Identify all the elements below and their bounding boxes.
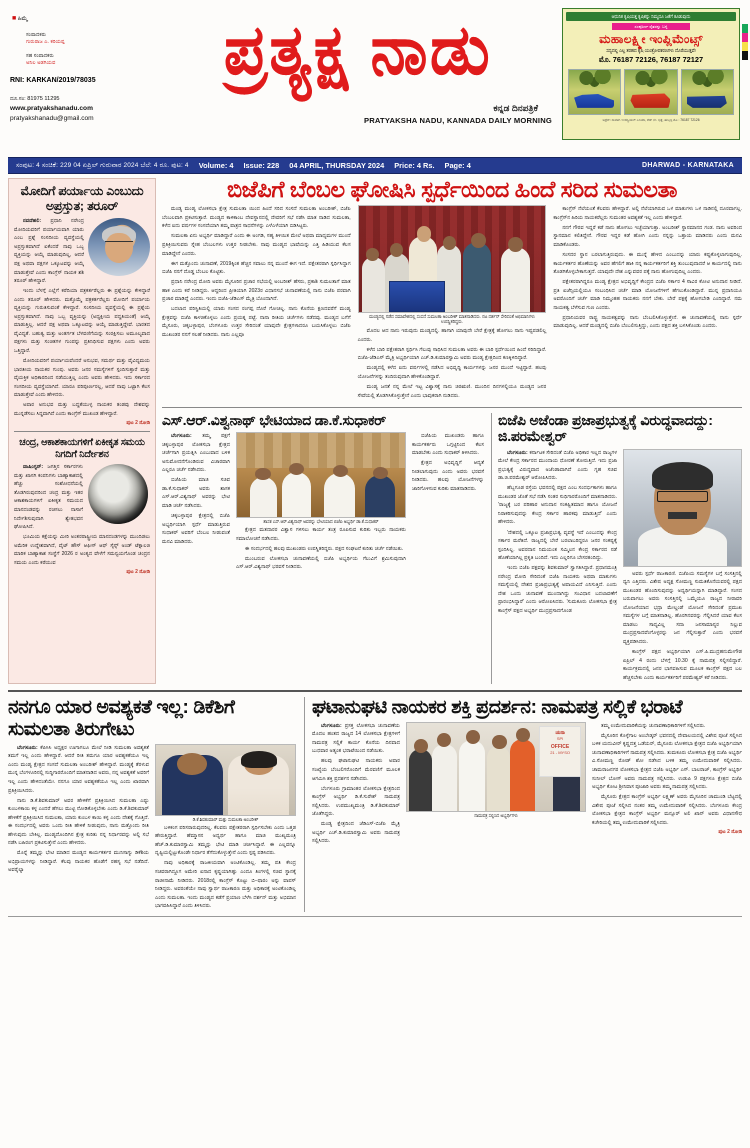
bottom-left-body-2 (155, 824, 296, 911)
masthead-publisher-info (10, 8, 160, 124)
ad-image-rotavator (624, 69, 677, 115)
ad-pink-label: ಸಂಪೂರ್ಣ ರೈತರನ್ನು ಬಳ್ಳಿ (612, 23, 690, 30)
sign-line-1: ಚುನಾ (555, 730, 565, 737)
masthead-bullet (10, 14, 160, 25)
mid-right-headline: ಬಿಜೆಪಿ ಅಜೆಂಡಾ ಪ್ರಜಾಪ್ರಭುತ್ವಕ್ಕೆ ವಿರುದ್ಧವಾದದ್ದು: ಜಿ.ಪರಮೇಶ್ವರ್ (498, 412, 713, 446)
editor-name-2: ಅನಿಲ ಅಡಗಿಯವ (26, 60, 56, 66)
br2-p2: ಮೈಸೂರು ಕ್ಷೇತ್ರದ ಕಾಂಗ್ರೆಸ್ ಅಭ್ಯರ್ಥಿ ಲಕ್ಷ್ಮಣ್ ಅವರು ಮೈಸೂರಿನ ಚಾಮುಂಡಿ ಬೆಟ್ಟದಲ್ಲಿ ವಿಶೇಷ ಪೂಜೆ ಸಲ್ಲಿಸಿದ ನಂತರ ತಮ್ಮ ಉಮೇದುವಾರಿಕೆ ಸಲ್ಲಿಸಿದರು. ಬೆಂಗಳೂರು ಕೇಂದ್ರ ಲೋಕಸಭಾ ಕ್ಷೇತ್ರದ ಕಾಂಗ್ರೆಸ್ ಅಭ್ಯರ್ಥಿ ಮನ್ಸೂರ್ ಅಲಿ ಖಾನ್ ಅವರು ವಿಧಾನಸೌಧ ಕಚೇರಿಯಲ್ಲಿ ತಮ್ಮ ಉಮೇದುವಾರಿಕೆ ಸಲ್ಲಿಸಿದರು. (592, 794, 742, 826)
continued-link-2[interactable]: ಪುಟ 2 ನೋಡಿ (126, 568, 150, 575)
main-p2-0: ಮೊದಲ ಆದ ನಾನು ಇರುವುದು ಮಂಡ್ಯದಲ್ಲಿ. ಹಾಗಾಗಿ ಯಾವುದೇ ಬೇರೆ ಕ್ಷೇತ್ರಕ್ಕೆ ಹೋಗಲು ನಾನು ಇಷ್ಟಪಡಲಿಲ್ಲ ಎಂದರು. (357, 328, 547, 343)
bottom-section (8, 697, 742, 913)
sidebar-headline-1: ಮೋದಿಗೆ ಪರ್ಯಾಯ ಎಂಬುದು ಅಪ್ರಸ್ತುತ; ತರೂರ್ (20, 184, 144, 214)
mid-l-p2: ಚಿಕ್ಕಬಳ್ಳಾಪುರ ಕ್ಷೇತ್ರದಲ್ಲಿ ಬಿಜೆಪಿ ಅಭ್ಯರ್ಥಿಯಾಗಿ ಸ್ಪರ್ಧೆ ಮಾಡುತ್ತಿರುವ ಸುಧಾಕರ್ ಅವರಿಗೆ ಬೆಂಬಲ ನೀಡುವಂತೆ ಮನವಿ ಮಾಡಿದರು. (162, 513, 230, 545)
election-office-sign (539, 726, 582, 777)
mid-left-body-3 (412, 432, 484, 493)
ad-image-trailer (681, 69, 734, 115)
editor-credit-2 (26, 53, 160, 68)
main-p3-0: ಕಾಂಗ್ರೆಸ್ ನೆಲೆಯಂತೆ ಕೆಲವರು ಹೇಳಿದ್ದಾರೆ. ಅಲ್ಲಿ ನೆಲೆಯಾಗಿರುವ ಒಳ ಮಾತುಗಳು ಒಳ ನಾಡಿನಲ್ಲಿ ದೂರವಾಗಲ್ಲ. ಕಾಂಗ್ರೆಸ್‌ನ ಹಿರಿಯ ನಾಯಕರೆಲ್ಲರು ಸುಮಂತರ ಅವಶ್ಯಕತೆ ಇಲ್ಲ ಎಂದು ಹೇಳಿದ್ದಾರೆ. (553, 206, 743, 221)
tharoor-photo (88, 218, 150, 276)
issue-info-bar (8, 157, 742, 174)
mid-r2-p1: ಕಾಂಗ್ರೆಸ್ ಪಕ್ಷದ ಅಭ್ಯರ್ಥಿಯಾಗಿ ಎಸ್.ಪಿ.ಮುದ್ರಹನುಮೇಗೌಡ ಏಪ್ರಿಲ್ 4 ರಂದು ಬೆಳಗ್ಗೆ 10.30 ಕ್ಕೆ ನಾಮಪತ್ರ ಸಲ್ಲಿಸಲಿದ್ದಾರೆ. ಕಾರ್ಯಕ್ರಮದಲ್ಲಿ ಜನರ ಭಾಗವಹಿಸುವ ಮೂಲಕ ಕಾಂಗ್ರೆಸ್ ಪಕ್ಷದ ಬಲ ಹೆಚ್ಚಿಸಬೇಕು ಎಂದು ಕಾರ್ಯಕರ್ತರಿಗೆ ಪರಮೇಶ್ವರ್ ಕರೆ ನೀಡಿದರು. (623, 649, 742, 681)
masthead (0, 0, 750, 155)
nomination-handover-photo (406, 722, 586, 812)
ad-top-strip: ಆಧುನಿಕ ಕೃಷಿಯತ್ತ ಕೃಷಿಕನ್ನು ನಿಮ್ಮದೂ ಜತೆಗೆ ಕೂಡುವುದು (566, 12, 736, 21)
main-p3-2: ಸಂಸದರ ಸ್ಥಾನ ಬರಲಾಗುತ್ತಿರುವುದು. ಈ ಮುನ್ನೆ ಹೇಳಿದ ಎಂಬುದನ್ನು ಯಾರು ಕಪ್ಪುಕೊಳ್ಳಲಾಗುವುದಿಲ್ಲ. ಕಾರ್ಯಕರ್ತರ ಹೊಣೆಯನ್ನು ಅವರ ಹೆಗಲಿಗೆ ಹಾಕಿ ನನ್ನ ಕಾರ್ಯಕರ್ತರಿಗೆ ಶಕ್ತಿ ತುಂಬುವುದಾದರೆ ಆ ಕಾರ್ಯದಲ್ಲಿ ನಾನು ತೊಡಗಿಕೊಳ್ಳಬೇಕಾಗುತ್ತದೆ. ಯಾವುದೇ ದೇಶ ಎನ್ನುವವರ ಪಕ್ಕೆ ನಾನು ಹೋಗುವುದಿಲ್ಲ ಎಂದರು. (553, 252, 743, 276)
footer-divider (8, 916, 742, 917)
bullet-label: ಹಿಮ್ಮೆ (17, 16, 28, 22)
bottom-right-story (304, 697, 742, 913)
br2-p1: ಮೈಸೂರಿನ ಕೊಳ್ಳೆಗಾಲ ಅಂಬೇಡ್ಕರ್ ಭವನದಲ್ಲಿ ದೇವಾಲಯದಲ್ಲಿ ವಿಶೇಷ ಪೂಜೆ ಸಲ್ಲಿಸಿದ ಬಳಿಕ ಯದುವೀರ್ ಕೃಷ್ಣದತ್ತ ಒಡೆಯರ್, ಮೈಸೂರು ಲೋಕಸಭಾ ಕ್ಷೇತ್ರದ ಬಿಜೆಪಿ ಅಭ್ಯರ್ಥಿಯಾಗಿ ಚುನಾವಣಾಧಿಕಾರಿಗಳಿಗೆ ನಾಮಪತ್ರ ಸಲ್ಲಿಸಿದರು. ತುಮಕೂರು ಲೋಕಸಭಾ ಕ್ಷೇತ್ರ ಬಿಜೆಪಿ ಅಭ್ಯರ್ಥಿ ವಿ.ಸೋಮಣ್ಣ ರೋಡ್ ಶೋ ನಡೆಸಿದ ಬಳಿಕ ತಮ್ಮ ಉಮೇದುವಾರಿಕೆ ಸಲ್ಲಿಸಿದರು. ಚಾಮರಾಜನಗರ ಲೋಕಸಭಾ ಕ್ಷೇತ್ರದ ಬಿಜೆಪಿ ಅಭ್ಯರ್ಥಿ ಎಸ್. ಬಾಲರಾಜ್, ಕಾಂಗ್ರೆಸ್ ಅಭ್ಯರ್ಥಿ ಸುನೀಲ್ ಬೋಸ್ ಅವರು ನಾಮಪತ್ರ ಸಲ್ಲಿಸಿದರು. ಉಡುಪಿ 9 ಪಕ್ಷಗಳೂ ಕ್ಷೇತ್ರದ ಬಿಜೆಪಿ ಅಭ್ಯರ್ಥಿ ಕೋಟ ಶ್ರೀನಿವಾಸ ಪೂಜಾರಿ ಅವರು ತಮ್ಮ ನಾಮಪತ್ರ ಸಲ್ಲಿಸಿದರು. (592, 732, 742, 791)
sudhakar-meeting-photo (236, 432, 406, 518)
main-p1-1: ಸುಮಲತಾ ಏನು ಅಭ್ಯರ್ಥಿ ಮಾಡಿದ್ದಾರೆ ಎಂದು ಈ ಅಂಗಡಿ, ಸಹ್ಯ ತಿಳಿಯಿತ ಮೇಲೆ ಅಥವಾ ಮಾಧ್ಯಮಗಳ ಮುಂದೆ ಪ್ರತಿಕ್ರಿಯಿಸುವರು ಸ್ನೇಹ ಬೆಂಬಲಗಳು ಉತ್ತರ ನೀಡಬೇಕು. ನಾವು ಮಂಡ್ಯದ ಭಾಷೆಯನ್ನು ಎತ್ತಿ ಹಿಡಿಯುವ ಕೆಲಸ ಮಾಡಿದ್ದೇನೆ ಎಂದರು. (162, 233, 351, 257)
editor-name-1: ಗುರುರಾಜ ಎ. ಕರಿಯಪ್ಪ (26, 39, 65, 45)
issue-info-kannada: ಸಂಪುಟ: 4 ಸಂಚಿಕೆ: 229 04 ಏಪ್ರಿಲ್ ಗುರುವಾರ 2024 ಬೆಲೆ: 4 ರೂ. ಪುಟ: 4 (16, 161, 189, 169)
left-sidebar (8, 178, 156, 684)
main-p1-4: ಬದಲಾದ ಪರಿಸ್ಥಿತಿಯಲ್ಲಿ ಯಾರು ಸಂಸದ ರಂಗಪ್ಪ ದೊರೆ ಗೋಚಿಲ್ಲ. ನಾನು ಕೊನೆಯ ಕ್ಷಣದವರೆಗೆ ಮಂಡ್ಯ ಕ್ಷೇತ್ರವನ್ನು ಬಿಜೆಪಿ ಕಾಳಜಿಕೊಳ್ಳಲು ಎಂದು ಪ್ರಯತ್ನ ಪಟ್ಟೆ. ನಾನಾ ರೀತಿಯ ಚರ್ಚೆಗಳು ನಡೆದವು. ಮಂಡ್ಯದ ಬಗೆಗೆ ಮೈಸೂರು, ಚಿಕ್ಕಬಳ್ಳಾಪುರ, ಬೆಂಗಳೂರು ಉತ್ತರ ಸೇರಿದಂತೆ ಯಾವುದೇ ಕ್ಷೇತ್ರಗಳಾದರೂ ಬಯಸಿಕೊಳ್ಳಲು ಬಿಜೆಪಿ ಮುಖಂಡರ ನನಗೆ ಸಲಹೆ ನೀಡಿದರು. ನಾನು ಎಲ್ಲವೂ (162, 306, 351, 338)
mid-l-p0: ತಮ್ಮ ಪಕ್ಷಗೆ ಚಿಕ್ಕಬಳ್ಳಾಪುರ ಲೋಕಸಭಾ ಕ್ಷೇತ್ರದ ಚರ್ಚೆಗಾಗಿ ಪ್ರಯತ್ನಿಸಿ ಎಂಬುವಾದ ಬಳಿಕ ಅನುಮೋದನೆಗೊಂಡಿರುವ ವಿಚಾರವಾಗಿ ಎಲ್ಲರೂ ಚರ್ಚೆ ನಡೆಸಿದರು. (162, 433, 231, 474)
para-2-0: ಜಗತ್ತಿನ ಸರ್ಕಾರಗಳು ಮತ್ತು ಖಾಸಗಿ ಕಂಪನಿಗಳು ಬಾಹ್ಯಾಕಾಶದಲ್ಲಿ ಹೆಚ್ಚು ಸಂಶೋಧನೆಯಲ್ಲಿ ತೊಡಗಿರುವುದರಿಂದ ಚಂದ್ರ ಮತ್ತು ಇತರ ಆಕಾಶಕಾಯಗಳಿಗೆ ಏಕೀಕೃತ ಸಮಯದ ಮಾನದಂಡವನ್ನು ರಚಿಸಲು ನಾಸಾಗೆ ನಿರ್ದೇಶಿಸುವುದಾಗಿ ಶ್ವೇತಭವನ ಘೋಷಿಸಿದೆ. (14, 464, 83, 531)
dks-sumalatha-photo (155, 744, 296, 816)
mid-left-story (162, 413, 484, 684)
bottom-left-story (8, 697, 296, 913)
mid-r2-p0: ಅವರು ಸ್ಪರ್ಧೆ ರಾಜಕಾರಣಿ. ಬಿಜೆಪಿಯ ಸಮಸ್ಯೆಗಳ ಬಗ್ಗೆ ಸಂಸತ್ತಿನಲ್ಲಿ ಧ್ವನಿ ಎತ್ತಿದರು. ವಿಶೇಷ ಅಧ್ಯಕ್ಷ ಸೋಮಣ್ಣ ಸುಮತಿಕೊನೆಯವರಲ್ಲಿ ಪಕ್ಷದ ಮುಖಂಡರ ಹೊಂದಿಸುವುದನ್ನು ಅಧ್ಯರ್ಥಿಯನ್ನಾಗಿ ಮಾಡಿದ್ದಾರೆ. ಸಂಸದ ಬರುವಾಗಲು ಅವರು ಸಂಸತ್ತಿನಲ್ಲಿ ಒಮ್ಮೆಯೂ ರಾಜ್ಯದ ನೀರಾವರಿ ಯೋಜನೆಯಾದ ಭದ್ರಾ ಮೇಲ್ದಂಡೆ ಯೋಜನೆ ಸೇರಿದಂತೆ ಪ್ರಮುಖ ಸಮಸ್ಯೆಗಳ ಬಗ್ಗೆ ಮಾತನಾಡಿಲ್ಲ. ಹೊರಗಿನವರನ್ನು ಗೆಲ್ಲಿಸಿದರೆ ಯಾವ ಕೆಲಸ ಮಾಡಲು ಸಾಧ್ಯವಿಲ್ಲ ಸದಾ ಜನಸಾಮಾನ್ಯರ ನಿಲ್ಲುವ ಮುದ್ರಪ್ರಸಾದವೆಂಗೊಳ್ಳರನ್ನು ಜನ ಗೆಲ್ಲಿಸುತ್ತಾರೆ' ಎಂದು ಭರವಸೆ ವ್ಯಕ್ತಪಡಿಸಿದರು. (623, 570, 742, 645)
bottom-right-photo-caption: ನಾಮಪತ್ರ ಸಲ್ಲಿಸಿದ ಅಭ್ಯರ್ಥಿಗಳು (474, 812, 518, 818)
sign-line-4: 21 - MYSO (550, 750, 570, 756)
ad-image-plough (568, 69, 621, 115)
main-p2-2: ಮಂಡ್ಯದಲ್ಲಿ ಕಳೆದ ಐದು ವರ್ಷಗಳಲ್ಲಿ ನಡೆಸಿದ ಅಭಿವೃದ್ಧಿ ಕಾರ್ಯಗಳನ್ನು ಜನರ ಮುಂದೆ ಇಟ್ಟಿದ್ದಾರೆ. ಹಲವು ಯೋಜನೆಗಳನ್ನು ತಂದಿರುವುದಾಗಿ ಹೇಳಿಕೊಂಡಿದ್ದಾರೆ. (357, 365, 547, 381)
sumalatha-stage-photo (358, 205, 547, 313)
moon-photo (88, 464, 148, 524)
parameshwara-portrait-photo (623, 449, 742, 567)
bottom-left-dateline: ಬೆಂಗಳೂರು: (17, 744, 38, 751)
mid-left-dateline: ಬೆಂಗಳೂರು: (171, 433, 192, 440)
main-column (156, 178, 742, 684)
masthead-subtitle-english: PRATYAKSHA NADU, KANNADA DAILY MORNING (363, 115, 552, 125)
ad-title: ಮಹಾಲಕ್ಷ್ಮೀ ಇಂಪ್ಲಿಮೆಂಟ್ಸ್ (599, 32, 703, 46)
bl-p2: ಮೊನ್ನೆ ತಮ್ಮನ್ನು ಭೇಟಿ ಮಾಡಿದ ಮಂಡ್ಯದ ಕಾರ್ಯಕರ್ತರ ಮುನಿಸಾಗ್ಯು ಡಿಕೆಶಿಯ ಅಭಿಪ್ರಾಯಗಳನ್ನು ನೀಡಿದ್ದಾರೆ. ಕೆಲವು ನಾಯಕರ ಹೊಡೆಗೆ ರಹಸ್ಯ ಸಭೆ ನಡೆದಿದೆ. ಅವರೈಲ್ಯಾ (8, 850, 149, 874)
masthead-advertisement[interactable] (562, 8, 740, 140)
page-content (0, 174, 750, 917)
main-headline: ಬಿಜೆಪಿಗೆ ಬೆಂಬಲ ಘೋಷಿಸಿ ಸ್ಪರ್ಧೆಯಿಂದ ಹಿಂದೆ ಸರಿದ ಸುಮಲತಾ (226, 177, 678, 202)
main-col-1 (162, 205, 351, 401)
bottom-left-photo-caption: ಡಿ.ಕೆ.ಶಿವಕುಮಾರ್ ಮತ್ತು ಸುಮಲತಾ ಅಂಬರೀಶ್ (192, 816, 259, 822)
br-p1: ಹಲವು ಘಟಾನುಘಟಿ ನಾಯಕರು ಅಪಾರ ಸಂಖ್ಯೆಯ ಬೆಂಬಲಿಗರೊಂದಿಗೆ ಮೆರವಣಿಗೆ ಮೂಲಕ ಆಗಮಿಸಿ ಶಕ್ತಿ ಪ್ರದರ್ಶನ ನಡೆಸಿದರು. (312, 758, 400, 782)
br-p2: ಬೆಂಗಳೂರು ಗ್ರಾಮಾಂತರ ಲೋಕಸಭಾ ಕ್ಷೇತ್ರದಿಂದ ಕಾಂಗ್ರೆಸ್ ಅಭ್ಯರ್ಥಿ ಡಿ.ಕೆ.ಸುರೇಶ್ ನಾಮಪತ್ರ ಸಲ್ಲಿಸಿದರು. ಉಪಮುಖ್ಯಮಂತ್ರಿ ಡಿ.ಕೆ.ಶಿವಕುಮಾರ್ ಜೊತೆಗಿದ್ದರು. (312, 785, 400, 818)
mid-left-body-2 (236, 526, 406, 572)
ad-description: ಸದ್ಯದಲ್ಲಿ ಎಲ್ಲ ತರಹದ ಕೃಷಿ ಯಂತ್ರೋಪಕರಣಗಳು ದೊರೆಯುತ್ತವೆ! (606, 48, 696, 53)
color-registration-bar (742, 24, 748, 60)
dateline-1: ನವದೆಹಲಿ: (23, 218, 42, 225)
masthead-title-block (160, 8, 556, 125)
para-1-2: ಮೋದಿಯವರಿಗೆ ಪರ್ಯಾಯವೆಂದರೆ ಅನುಭವ, ಸಮರ್ಥ ಮತ್ತು ವೈವಿಧ್ಯಮಯ ಭಾರತೀಯ ನಾಯಕರ ಗುಂಪು. ಅವರು ಜನರ ಸಮಸ್ಯೆಗಳಿಗೆ ಸ್ಪಂದಿಸುತ್ತಾರೆ ಮತ್ತು ವೈಯಕ್ತಿಕ ಅಧಿಕಾರದಿಂದ ನಡೆಯುತ್ತಿಲ್ಲ ಎಂದು ಅವರು ಹೇಳಿದರು. ಇದು ಸರ್ಕಾರದ ಸಂಸದೀಯ ವ್ಯವಸ್ಥೆಯಾಗಿದೆ. ಯಾರೂ ಪರಿಪೂರ್ಣರಲ್ಲ, ಆದರೆ ನಾವು ಒಟ್ಟಾಗಿ ಕೆಲಸ ಮಾಡುತ್ತೇವೆ ಎಂದು ಹೇಳಿದರು. (14, 358, 150, 399)
br-p0: ಪ್ರಸಕ್ತ ಲೋಕಸಭಾ ಚುನಾವಣೆಯ ಮೊದಲ ಹಂತದ ರಾಜ್ಯದ 14 ಲೋಕಸಭಾ ಕ್ಷೇತ್ರಗಳಿಗೆ ನಾಮಪತ್ರ ಸಲ್ಲಿಕೆ ಕಾರ್ಯ ಕೊನೆಯ ದಿನವಾದ ಬುಧವಾರ ಅತ್ಯಂತ ಭರಾಟೆಯಿಂದ ನಡೆಯಿತು. (312, 722, 400, 755)
continued-link-3[interactable]: ಪುಟ 2 ನೋಡಿ (718, 828, 742, 835)
sidebar-article-tharoor (14, 184, 150, 426)
issue-number: Issue: 228 (243, 161, 280, 170)
main-p2-3: ಮಂಡ್ಯ ಜನತೆ ನನ್ನ ಮೇಲೆ ಇಟ್ಟ ವಿಶ್ವಾಸಕ್ಕೆ ನಾನು ಚಿರಋಣಿ. ಮುಂದಿನ ದಿನಗಳಲ್ಲಿಯೂ ಮಂಡ್ಯದ ಜನರ ಸೇವೆಯಲ್ಲಿ ತೊಡಗಿಸಿಕೊಳ್ಳುತ್ತೇನೆ ಎಂದು ಭಾವುಕರಾಗಿ ನುಡಿದರು. (357, 384, 547, 399)
editor-role-2: ಸಹ ಸಂಪಾದಕರು (26, 52, 54, 59)
mid-left-photo-caption: ಶಾಸಕ ಎಸ್.ಆರ್.ವಿಶ್ವನಾಥ್ ಅವರನ್ನು ಭೇಟಿಯಾದ ಬಿಜೆಪಿ ಅಭ್ಯರ್ಥಿ ಡಾ.ಕೆ.ಸುಧಾಕರ್ (263, 519, 379, 525)
masthead-subtitle-kannada: ಕನ್ನಡ ದಿನಪತ್ರಿಕೆ (493, 102, 538, 113)
ad-bottom-note: ಅಡ್ರೆಸ್: ಸಾವಳಗಿ ಇಂಡಸ್ಟ್ರಿಯಲ್ ಏರಿಯಾ, ಶೆಡ್ ನಂ. ಛತ್ತೆ, ಹುಬ್ಬಳ್ಳಿ ಮೊ : 76187 72126 (602, 118, 700, 122)
bl-p1: ನಾನು ಡಿ.ಕೆ.ಶಿವಕುಮಾರ್ ಅವರ ಹೇಳಿಕೆಗೆ ಪ್ರತಿಕ್ರಿಯಿಸಿದ ಸುಮಲತಾ ಎಷ್ಟು ಕುಂಬಳಕಾಯಿ ಕಳ್ಳ ಎಂದರೆ ಹೆಗಲು ಮುಟ್ಟಿ ನೋಡಿಕೊಳ್ಳಬೇಕು ಎಂದು ಡಿ.ಕೆ.ಶಿವಕುಮಾರ್ ಹೇಳಿಕೆಗೆ ಪ್ರತಿಕ್ರಿಯಿಸಿದ ಸುಮಲತಾ, ಯಾರು ಕುಂಬಳ ಕಾಯಿ ಕಳ್ಳ ಎಂದು ದೇಶಕ್ಕೆ ಗೊತ್ತಿದೆ. ಈ ಸಂದರ್ಭದಲ್ಲಿ ಅವರು ಒಂದು ರೀತಿ ಹೇಳಿಕೆ ನೀಡುವುದು, ನಾನು ಮತ್ತೊಂದು ರೀತಿ ಹೇಳುವುದು ಬೇಕಿಲ್ಲ. ಮಂಡ್ಯದೊಂದಿಗಿನ ಕ್ಷೇತ್ರ ಕುರಿತು ನನ್ನ ನಿರ್ಧಾರವನ್ನು ಅಲ್ಲಿ ಸಭೆ ನಡೆಸಿ ಬಹಿರಂಗ ಪ್ರಕಟಿಸುತ್ತೇನೆ ಎಂದು ಹೇಳಿದರು. (8, 797, 149, 847)
mid-r-p3: ಇಂದು ಬಿಜೆಪಿ ಪಕ್ಷವನ್ನು ಶಿವಕುಮಾರ್ ಸ್ವಾಗತಿಸಿದ್ದಾರೆ. ಪ್ರಧಾನಮಂತ್ರಿ ನರೇಂದ್ರ ಮೋದಿ ಸೇರಿದಂತೆ ಬಿಜೆಪಿ ನಾಯಕರು ಅಥವಾ ಮಾತುಗಳು ಸಮಸ್ಯೆಯಲ್ಲಿ ದೇಶದ ಪ್ರಜಾಪ್ರಭುತ್ವಕ್ಕೆ ಅಪಾಯವಿದೆ ಎನಿಸುತ್ತಿದೆ. ಎಂದು ದೇಶ ಒಂದು ಚುನಾವಣೆ ಮುಂದಾಗಿದ್ದು ಸಂವಿಧಾನ ಬದಲಾವಣೆಗೆ ಪ್ರಾರಂಭಿಸಿದ್ದಾರೆ' ಎಂದು ಆರೋಪಿಸಿದರು. 'ಸುಮಕೂರು ಲೋಕಸಭಾ ಕ್ಷೇತ್ರ ಕಾಂಗ್ರೆಸ್ ಪಕ್ಷದ ಅಭ್ಯರ್ಥಿ ಮುದ್ರಪ್ರಸಾದಗೊಂಡ (498, 565, 617, 614)
ad-phone: ಮೊ. 76187 72126, 76187 72127 (598, 55, 704, 64)
main-p3-3: ಪಕ್ಷೇತರರಾಗಿದ್ದರೂ ಮಂಡ್ಯ ಕ್ಷೇತ್ರದ ಅಭಿವೃದ್ಧಿಗೆ ಕೇಂದ್ರದ ಬಿಜೆಪಿ ಸರ್ಕಾರ 4 ಸಾವಿರ ಕೋಟಿ ಅನುದಾನ ನೀಡಿದೆ. ಪ್ರತಿ ಏಜೆನ್ಸಿಯಲ್ಲಿಯೂ ಸಂಬಂಧಿಸಿದ ಚರ್ಚೆ ಮಾಡಿ ಯೋಜನೆಗಳಿಗೆ ಹೆಗಲುಕೊಂಡಿದ್ದಾರೆ. ಮುನ್ನ ಪ್ರಧಾನಿಯೂ ಅವರೊಂದಿಗೆ ಚರ್ಚೆ ಮಾಡಿ ನಿಮ್ಮಂತಹ ನಾಯಕರು ನನಗೆ ಬೇಕು. ಬೇರೆ ಪಕ್ಷಕ್ಕೆ ಹೋಗಬೇಡಿ ಎಂದಿದ್ದಾರೆ. ನಮ ನಾಯಕತ್ವ ಬೆಳೆಸುವ ಗುಣ ಎಂದರು. (553, 279, 743, 311)
issue-date: 04 APRIL, THURSDAY 2024 (289, 161, 385, 170)
para-1-0: ಪ್ರಧಾನಿ ನರೇಂದ್ರ ಮೋದಿಯವರಿಗೆ ಪರ್ಯಾಯವಾಗಿ ಯಾರು ಎಂಬ ಪ್ರಶ್ನೆ ಸಂಸದೀಯ ವ್ಯವಸ್ಥೆಯಲ್ಲಿ ಅಪ್ರಸ್ತುತವಾಗಿದೆ ಏಕೆಂದರೆ ನಾವು ಒಬ್ಬ ವ್ಯಕ್ತಿಯನ್ನು ಆಯ್ಕೆ ಮಾಡುವುದಿಲ್ಲ, ಆದರೆ ಪಕ್ಷ ಅಥವಾ ಪಕ್ಷಗಳ ಒಕ್ಕೂಟವನ್ನು ಆಯ್ಕೆ ಮಾಡುತ್ತೇವೆ ಎಂದು ಕಾಂಗ್ರೆಸ್ ನಾಯಕ ಶಶಿ ತರೂರ್ ಹೇಳಿದ್ದಾರೆ. (14, 218, 85, 285)
bullet-dot-icon: ■ (12, 15, 17, 22)
mid-right-body-1 (498, 449, 617, 616)
ad-product-images (566, 69, 736, 115)
section-divider (8, 690, 742, 692)
top-section (8, 178, 742, 684)
bottom-right-headline: ಘಟಾನುಘಟಿ ನಾಯಕರ ಶಕ್ತಿ ಪ್ರದರ್ಶನ: ನಾಮಪತ್ರ ಸಲ್ಲಿಕೆ ಭರಾಟೆ (312, 696, 683, 718)
mid-l2-p0: ಕ್ಷೇತ್ರದ ಮತದಾರರ ವಿಶ್ವಾಸ ಗಳಿಸಲು ಕಾರ್ಯ ತಂತ್ರ ರೂಪಿಸುವ ಕುರಿತು ಇಬ್ಬರು ನಾಯಕರು ಸಮಾಲೋಚನೆ ನಡೆಸಿದರು. (236, 527, 406, 542)
mid-l2-p2: ಮುಂಬರುವ ಲೋಕಸಭಾ ಚುನಾವಣೆಯಲ್ಲಿ ಬಿಜೆಪಿ ಅಭ್ಯರ್ಥಿಯ ಗೆಲುವಿಗೆ ಶ್ರಮಿಸುವುದಾಗಿ ಎಸ್.ಆರ್.ವಿಶ್ವನಾಥ್ ಭರವಸೆ ನೀಡಿದರು. (236, 555, 406, 571)
mid-section (162, 413, 742, 684)
contact-phone: ದೂ.ಸಂ: 81975 11295 (10, 96, 60, 102)
main-col-2 (358, 205, 547, 401)
mid-r-p0: ಕರ್ನಾಟಕ ಸೇರಿದಂತೆ ಬಿಜೆಪಿ ಅಧಿಕಾರ ಇಲ್ಲದ ರಾಜ್ಯಗಳ ಮೇಲೆ ಕೇಂದ್ರ ಸರ್ಕಾರದ ಮುಂದಾಯ ಧೋರಣೆ ತೋರುತ್ತಿದೆ. ಇದು ಪ್ರಜಾ ಪ್ರಭುತ್ವಕ್ಕೆ ವಿರುದ್ಧವಾದ ಅಜೆಂಡಾವಾಗಿದೆ ಎಂದು ಗೃಹ ಸಚಿವ ಡಾ.ಜಿ.ಪರಮೇಶ್ವರ್ ಆರೋಪಿಸಿದರು. (498, 449, 617, 482)
page-title: ಪ್ರತ್ಯಕ್ಷ ನಾಡು (223, 11, 493, 90)
bottom-left-headline: ನನಗೂ ಯಾರ ಅವಶ್ಯಕತೆ ಇಲ್ಲ: ಡಿಕೆಶಿಗೆ ಸುಮಲತಾ ತಿರುಗೇಟು (8, 696, 235, 740)
main-p1-0: ಮಂಡ್ಯ ಮಂಡ್ಯ ಲೋಕಸಭಾ ಕ್ಷೇತ್ರ ಸುಮಲತಾ ಯಿಂದ ಹಿಂದೆ ಸರಿದ ಸಂಸದೆ ಸುಮಲತಾ ಅಂಬರೀಶ್, ಬಿಜೆಪಿ ಬೆಂಬಲವಾಗಿ ಪ್ರಕಟಿಸುತ್ತಾರೆ. ಮಂಡ್ಯದ ಕಾಳಿಕಾಂಬ ದೇವಸ್ಥಾನದಲ್ಲಿ ದೇವರಿಗೆ ಸಭೆ ನಡೆಸಿ ಮಾತ ನಾಡಿದ ಸುಮಲತಾ, ಕಳೆದ ಐದು ವರ್ಷಗಳ ಸಂಸದೆಯಾಗಿ ತಮ್ಮ ಪಾತ್ರದ ಸಾಧನೆಗಳನ್ನು ಎಳೆಎಳೆಯಾಗಿ ಬಿಡಿಸಿಟ್ಟರು. (162, 206, 351, 230)
sidebar-headline-2: ಚಂದ್ರ, ಆಕಾಶಕಾಯಗಳಿಗೆ ಏಕೀಕೃತ ಸಮಯ ನಿಗದಿಗೆ ನಿರ್ದೇಶನ (19, 436, 145, 460)
sign-line-2: SPI (556, 736, 564, 742)
br-p3: ಮಂಡ್ಯ ಕ್ಷೇತ್ರದಿಂದ ಜೆಡಿಎಸ್-ಬಿಜೆಪಿ ಮೈತ್ರಿ ಅಭ್ಯರ್ಥಿ ಎಚ್.ಡಿ.ಕುಮಾರಸ್ವಾಮಿ ಅವರು ನಾಮಪತ್ರ ಸಲ್ಲಿಸಿದರು. (312, 821, 400, 845)
mid-l3-p1: ಕ್ಷೇತ್ರದ ಅಭಿವೃದ್ಧಿಗೆ ಆದ್ಯತೆ ನೀಡಲಾಗುವುದು ಎಂದು ಅವರು ಭರವಸೆ ನೀಡಿದರು. ಹಲವು ಯೋಜನೆಗಳನ್ನು ಜಾರಿಗೊಳಿಸುವ ಕುರಿತು ಮಾತನಾಡಿದರು. (412, 460, 484, 492)
issue-price: Price: 4 Rs. (394, 161, 435, 170)
mid-l3-p0: ಬಿಜೆಪಿಯ ಮುಖಂಡರು ಹಾಗೂ ಕಾರ್ಯಕರ್ತರು ಒಗ್ಗಟ್ಟಿನಿಂದ ಕೆಲಸ ಮಾಡಬೇಕು ಎಂದು ಸುಧಾಕರ್ ತಿಳಿಸಿದರು. (412, 433, 484, 457)
main-photo-caption: ಮಂಡ್ಯದಲ್ಲಿ ನಡೆದ ಸಮಾವೇಶದಲ್ಲಿ ಸಂಸದೆ ಸುಮಲತಾ ಅಂಬರೀಶ್ ಮಾತನಾಡಿದರು. ನಟ ದರ್ಶನ್ ಸೇರಿದಂತೆ ಅಭಿಮಾನಿಗಳು ಉಪಸ್ಥಿತರಿದ್ದರು. (369, 314, 535, 325)
mid-right-body-2 (623, 570, 742, 683)
contact-email[interactable]: pratyakshanadu@gmail.com (10, 114, 94, 122)
mid-right-dateline: ಬೆಂಗಳೂರು: (507, 449, 528, 456)
editor-credit-1 (26, 32, 160, 47)
main-p3-4: ಪ್ರಧಾನಿಯವರ ರಾಷ್ಟ್ರ ನಾಯಕತ್ವವನ್ನು ನಾನು ಬೆಂಬಲಿಸಿಕೊಳ್ಳುತ್ತೇನೆ. ಈ ಚುನಾವಣೆಯಲ್ಲಿ ನಾನು ಸ್ಪರ್ಧೆ ಮಾಡುವುದಿಲ್ಲ. ಆದರೆ ಮಂಡ್ಯದಲ್ಲಿ ಬಿಜೆಪಿ ಬೆಂಬಲಿಸುತ್ತಿದ್ದು, ಎಂದು ಪಕ್ಷದ ಶಕ್ತಿ ಬಳಸಿಕೊಂಡು ಎಂದರು. (553, 314, 743, 330)
main-col-3 (553, 205, 742, 401)
sidebar-article-moon (14, 437, 150, 575)
issue-place: DHARWAD - KARNATAKA (641, 162, 734, 169)
bottom-left-body-1 (8, 744, 149, 875)
mid-left-body-1 (162, 432, 230, 546)
bottom-right-dateline: ಬೆಂಗಳೂರು: (321, 722, 342, 729)
bl-p0: ಕೆಪಿಸಿಸಿ ಅಧ್ಯಕ್ಷರ ಊಗಾಗಲೂ ಮೇಲೆ ನೀಡಿ ಸುಮಲತಾ ಅವಶ್ಯಕತೆ ತಮಗೆ ಇಲ್ಲ ಎಂದು ಹೇಳಿದ್ದಾರೆ. ಆದರೆ ರೀತಿ ತಮಗೂ ಯಾರ ಅವಶ್ಯಕತೆಯೂ ಇಲ್ಲ ಎಂದು ಮಂಡ್ಯ ಕ್ಷೇತ್ರದ ಸಂಸದೆ ಸುಮಲತಾ ಅಂಬರೀಶ್ ಹೇಳಿದ್ದಾರೆ. ಮಂಡ್ಯಕ್ಕೆ ತೆರಳುವ ಮುನ್ನ ಬೆಂಗಳೂರಿನಲ್ಲಿ ಸುದ್ದಿಗಾರರೊಂದಿಗೆ ಮಾತನಾಡಿದ ಅವರು, ನನ್ನ ಅವಶ್ಯಕತೆ ಅವರಿಗೆ ಇಲ್ಲ ಎಂದು ಹೇಳಿದಂತೆಯೇ. ನನಗೂ ಯಾರ ಅವಶ್ಯಕತೆಯೂ ಇಲ್ಲ ಎಂದು ಖಾರವಾಗಿ ಪ್ರತಿಕ್ರಿಯಿಸಿದರು. (8, 744, 150, 794)
para-2-1: ಭೂಮಿಯ ಕಕ್ಷೆಯನ್ನು ಮೀರಿ ಅಂತರರಾಷ್ಟ್ರೀಯ ಮಾನದಂಡಗಳನ್ನು ಮುಂದಿಡಲು ಅಮೆರಿಕ ಉದ್ದೇಶವಾಗಿದೆ, ವೈಟ್ ಹೌಸ್ ಆಫೀಸ್ ಆಫ್ ಸೈನ್ಸ್ ಅಂಡ್ ಟೆಕ್ನಾಲಜಿ ಮಾರಿಕ ಬಾಹ್ಯಾಕಾಶ ಸಂಸ್ಥೆಗೆ 2026 ರ ಅಂತ್ಯದ ವೇಳೆಗೆ ಸಮನ್ವಯಗೊಂಡ ಚಂದ್ರನ ಸಮಯ ಎಂದು ಕರೆಯುವ (14, 534, 150, 566)
sign-line-3: OFFICE (550, 744, 570, 751)
contact-website[interactable]: www.pratyakshanadu.com (10, 104, 93, 112)
main-body-1 (162, 205, 351, 339)
mid-r-p1: ಹೆಬ್ಬಗೂಡ ರಸ್ತೆಯ ಭವನದಲ್ಲಿ ಪಕ್ಷದ ಎಂಬ ಸಂದರ್ಭಿಕಾಗಳು ಹಾಗೂ ಮುಖಂಡರ ಜೊತೆ ಸಭೆ ನಡೆಸಿ ಸಂತರ ಸುಧಿಗಾರರೊಂದಿಗೆ ಮಾತನಾಡಿದರು. 'ರಾಜ್ಯಕ್ಕೆ ಬರ ಪರಿಹಾರ ಅನುದಾನ ಸಂಕಷ್ಟಿತಮಾದ ಹಾಗೂ ಯೋಜನೆ ನಿರಾಕರಿಸುವುದನ್ನು ಕೇಂದ್ರ ಸರ್ಕಾರ ಹಾರಕವು ಮಾಡುತ್ತಿದೆ' ಎಂದು ಹೇಳಿದರು. (498, 485, 617, 526)
mid-l-p1: ಬಿಜೆಪಿಯ ಮಾಜಿ ಸಚಿವ ಡಾ.ಕೆ.ಸುಧಾಕರ್ ಅವರು ಶಾಸಕ ಎಸ್.ಆರ್.ವಿಶ್ವನಾಥ್ ಅವರನ್ನು ಭೇಟಿ ಮಾಡಿ ಚರ್ಚೆ ನಡೆಸಿದರು. (162, 477, 230, 510)
main-story-columns (162, 205, 742, 401)
main-body-3 (553, 205, 742, 331)
mid-r-p2: 'ದೇಶದಲ್ಲಿ ಒಕ್ಕೂಟ ಪ್ರಜಾಪ್ರಭುತ್ವ ವ್ಯವಸ್ಥೆ ಇದೆ ಎಂಬುದನ್ನು ಕೇಂದ್ರ ಸರ್ಕಾರ ಮರೆತಿದೆ. ರಾಜ್ಯದಲ್ಲಿ ಬೇರೆ ಬರಲಾಬರಿದ್ದರೂ ಜನರ ಸಂಕಷ್ಟಕ್ಕೆ ಸ್ಪಂದಿಸಿಲ್ಲ. ಅವರದಾನ ನಿಮಯಂತ ಸಮ್ಮಿಲನ ಕೇಂದ್ರ ಸರ್ಕಾರದ ನಡೆ ಹೊಣೆಯಾಗಿಲ್ಲ ಪ್ರಕೃತಿ ಬಂದಿದೆ. ಇದು ಎಲ್ಲರಿಗೂ ಬೇಸರತಂದಿದ್ದು. (498, 529, 617, 562)
issue-volume: Volume: 4 (198, 161, 234, 170)
dateline-2: ವಾಷಿಂಗ್ಟನ್: (23, 464, 44, 471)
main-body-2 (358, 327, 547, 400)
continued-link-1[interactable]: ಪುಟ 2 ನೋಡಿ (126, 419, 150, 426)
mid-left-headline: ಎಸ್.ಆರ್.ವಿಶ್ವನಾಥ್ ಭೇಟಿಯಾದ ಡಾ.ಕೆ.ಸುಧಾಕರ್ (162, 412, 386, 429)
main-p2-1: ಕಳೆದ ಬಾರಿ ಪಕ್ಷೇತರಾಗಿ ಸ್ಪರ್ಧಿಸಿ ಗೆಲುವು ಸಾಧಿಸಿದ ಸುಮಲತಾ ಅವರು ಈ ಬಾರಿ ಸ್ಪರ್ಧೆಯಿಂದ ಹಿಂದೆ ಸರಿದಿದ್ದಾರೆ. ಬಿಜೆಪಿ-ಜೆಡಿಎಸ್ ಮೈತ್ರಿ ಅಭ್ಯರ್ಥಿಯಾಗಿ ಎಚ್.ಡಿ.ಕುಮಾರಸ್ವಾಮಿ ಅವರು ಮಂಡ್ಯ ಕ್ಷೇತ್ರದಿಂದ ಕಣಕ್ಕಿಳಿದಿದ್ದಾರೆ. (357, 346, 547, 362)
bottom-right-body-2 (592, 722, 742, 828)
para-1-1: ಇಂದು ಬೆಳಗ್ಗೆ ಎಲ್ಲೆಗೆ ಕರೆದಿಯಾ ಪತ್ರಕರ್ತರೆಲ್ಲರು ಈ ಪ್ರಶ್ನೆಯನ್ನು ಕೇಳಿದ್ದಾರೆ ಎಂದು ತರೂರ್ ಹೇಳಿದರು. ಮತ್ತೊಮ್ಮೆ ಪತ್ರಕರ್ತರೆಲ್ಲರು ಮೋದಿಗೆ ಪರ್ಯಾಯ ವ್ಯಕ್ತಿಯನ್ನು ಗುರುತಿಸುವಂತೆ ಕೇಳಿದ್ದಾರೆ. ಸಂಸದೀಯ ವ್ಯವಸ್ಥೆಯಲ್ಲಿ ಈ ಪ್ರಶ್ನೆಯ ಅಪ್ರಸ್ತುತವಾಗಿದೆ. ನಾವು ಒಬ್ಬ ವ್ಯಕ್ತಿಯನ್ನು (ಅಧ್ಯಕ್ಷೀಯ ಪದ್ಧತಿಯಂತೆ) ಆಯ್ಕೆ ಮಾಡುತ್ತಿಲ್ಲ. ಆದರೆ ಪಕ್ಷ ಅಥವಾ ಒಕ್ಕೂಟವನ್ನು ಆಯ್ಕೆ ಮಾಡುತ್ತಿದ್ದೇವೆ. ಭಾರತದ ವೈವಿಧ್ಯತೆ. ಬಹುತ್ವ ಮತ್ತು ಅಂತರ್ಗತ ಬೆಳವಣಿಗೆಯನ್ನು ಸಂರಕ್ಷಿಸಲು ಅಮೂಲ್ಯವಾದ ಪಕ್ಷಗಳು ಮತ್ತು ಸಂಚಿತಗಳ ಗುಂಪನ್ನು ಪ್ರತಿನಿಧಿಸುವ ಪಕ್ಷಗಳು ಎಂದು ಅವರು ಒತ್ತಿದ್ದಾರೆ. (14, 288, 150, 354)
para-1-3: ಅಪಾರ ಅನುಭವ ಮತ್ತು ಬದ್ಧತೆಯುಳ್ಳ ನಾಯಕರ ತಂಡವು ದೇಶವನ್ನು ಮುನ್ನಡೆಸಲು ಸಿದ್ಧವಾಗಿದೆ ಎಂದು ಕಾಂಗ್ರೆಸ್ ಮುಖಂಡ ಹೇಳಿದ್ದಾರೆ. (14, 402, 150, 417)
ad-box[interactable] (562, 8, 740, 140)
bl2-p0: ಬಳಿಕಂಗ ಪರಿಸರಾರುವುದರಿಲ್ಲ. ಕೆಲವರು ಪಕ್ಷೇತರರಾಗಿ ಸ್ಪರ್ಧಿಸಬೇಕು ಎಂದು ಒತ್ತಡ ಹೇರುತ್ತಿದ್ದಾರೆ. ಹೆಮ್ಮಾಸನ ಅಧ್ಯರ್ಥ ಹಾಗೂ ಮಾಜಿ ಮುಖ್ಯಮಂತ್ರಿ ಹೆಚ್.ಡಿ.ಕುಮಾರಸ್ವಾಮಿ ತಮ್ಮನ್ನು ಭೇಟಿ ಮಾಡಿ ಚರ್ಚಿಸಿದ್ದಾರೆ. ಈ ಎಲ್ಲವನ್ನೂ ದೃಷ್ಟಿಯಲ್ಲಿಟ್ಟುಕೊಂಡೇ ನಿರ್ಧಾರ ತೆಗೆದುಕೊಳ್ಳುತ್ತೇನೆ ಎಂದು ಸ್ಪಷ್ಟ ಪಡಿಸಿದರು. (155, 824, 296, 857)
main-p1-3: ಪ್ರಧಾನಿ ನರೇಂದ್ರ ಮೋದಿ ಅವರು ಮೈಸೂರಿನ ಪ್ರಚಾರ ಸಭೆಯಲ್ಲಿ ಅಂಬರೀಶ್ ಹೆಸರು, ಪ್ರಕಾಶಿ ಸುಮಲತಾಗೆ ಮಾತ ಹಾಕ ಎಂದು ಕರೆ ನೀಡಿದ್ದರು. ಆದ್ದರಿಂದ ಪ್ರೀತಿಯಾಗಿ 2023ರ ವಿಧಾನಸಭೆ ಚುನಾವಣೆಯಲ್ಲಿ ನಾನು ಬಿಜೆಪಿ ಪರವಾಗಿ ಪ್ರಚಾರ ಮಾಡಿದ್ದೆ ಎಂದರು. ಇಂದು ಬಿಜೆಪಿ-ಜೆಡಿಎಸ್ ಮೈತ್ರಿ ಬೊಂದಾಗಿದೆ. (162, 279, 351, 303)
rni-number: RNI: KARKAN/2019/78035 (10, 76, 96, 84)
mid-right-story (491, 413, 742, 684)
main-p3-1: ನನಗೆ ಗೌರವ ಇದ್ದರೆ ಕಡೆ ನಾನು ಹೋಗಲು ಇಚ್ಛೆಯಾಗುತ್ತಾ. ಅಂಬರೀಶ್ ಸ್ಥಾನಮಾನದ ಗಂಡ. ನಾನು ಅವರಿಂದ ಸ್ಥಾನಮಾನ ಕಲಿತಿದ್ದೇನೆ. ಗೌರವ ಇದ್ದರ ಕಡೆ ಹೋಗಿ ಎಂದು ನನ್ನನ್ನು ಒತ್ತಾಯ ಮಾಡಿದರು ಎಂದು ಮನವಿ ಮಾಡಿಕೊಂಡರು. (553, 224, 743, 248)
br2-p0: ತಮ್ಮ ಉಮೇದುವಾರಿಕೆಯನ್ನು ಚುನಾವಣಾಧಿಕಾರಿಗಳಿಗೆ ಸಲ್ಲಿಸಿದರು. (601, 722, 706, 729)
editor-role-1: ಸಂಪಾದಕರು (26, 31, 47, 38)
mid-l2-p1: ಈ ಸಂದರ್ಭದಲ್ಲಿ ಹಲವು ಮುಖಂಡರು ಉಪಸ್ಥಿತರಿದ್ದರು. ಪಕ್ಷದ ಸಂಘಟನೆ ಕುರಿತು ಚರ್ಚೆ ನಡೆಯಿತು. (245, 545, 404, 552)
bottom-right-body-1 (312, 722, 400, 846)
bl2-p1: ನಾವು ಅಧಿಕಾರಕ್ಕೆ ರಾಜಕೀಯವಾಗಿ ಅಂಟಿಕೊಂಡಿಲ್ಲ. ತಮ್ಮ ಪತಿ ಕೇಂದ್ರ ಸಚಿವರಾಗಿದ್ದೂಗ ಅಮೇರಿ ಏನಾದ ಕೃಷ್ಣಯಾಗಿಹ್ಲು ಎಂದೂ ತಿಂಗಳಲ್ಲಿ ಸಚಿವ ಸ್ಥಾನಕ್ಕೆ ರಾಜೀನಾಮೆ ನೀಡಿದರು. 2018ರಲ್ಲಿ ಕಾಂಗ್ರೆಸ್ ಕೊಟ್ಟು ಬಿ–ಫಾರಂ ಅನ್ನು ವಾಪಸ್ ನೀಡಿದ್ದರು. ಅವರಂತೆಯೇ ನಾವು ಸ್ವಾರ್ಥ ರಾಜಕಾರಣ ಮತ್ತು ಅಧಿಕಾರಕ್ಕೆ ಅಂಟಿಕೊಂಡಿಲ್ಲ ಎಂದು ಸುಮಲತಾ. ಇಂದು ಮಂಡ್ಯದ ಕಡೆಗೆ ಪ್ರಯಾಣ ಬೆಳೆಸಿ ದರ್ಶನ್ ಮತ್ತು ಅಭಿಮಾನ ಭಾಗವಹಿಸಿದ್ದಾರೆ ಎಂದು ತಿಳಿಸಿದರು. (155, 860, 296, 910)
main-p1-2: ಈಗ ಮತ್ತೊಂದು ಚುನಾವಣೆ, 2019ಕ್ಕಿಂತ ಹೆಚ್ಚಿನ ಸವಾಲು ನನ್ನ ಮುಂದೆ ಈಗ ಇದೆ. ಪಕ್ಷೇತರರಾಗಿ ಸ್ಪರ್ಧಿಸಿದ್ದಾಗ ಬಿಜೆಪಿ ನನಗೆ ದೊಡ್ಡ ಬೆಂಬಲ ಕೊಟ್ಟಿತು. (162, 260, 351, 276)
issue-pages: Page: 4 (444, 161, 471, 170)
